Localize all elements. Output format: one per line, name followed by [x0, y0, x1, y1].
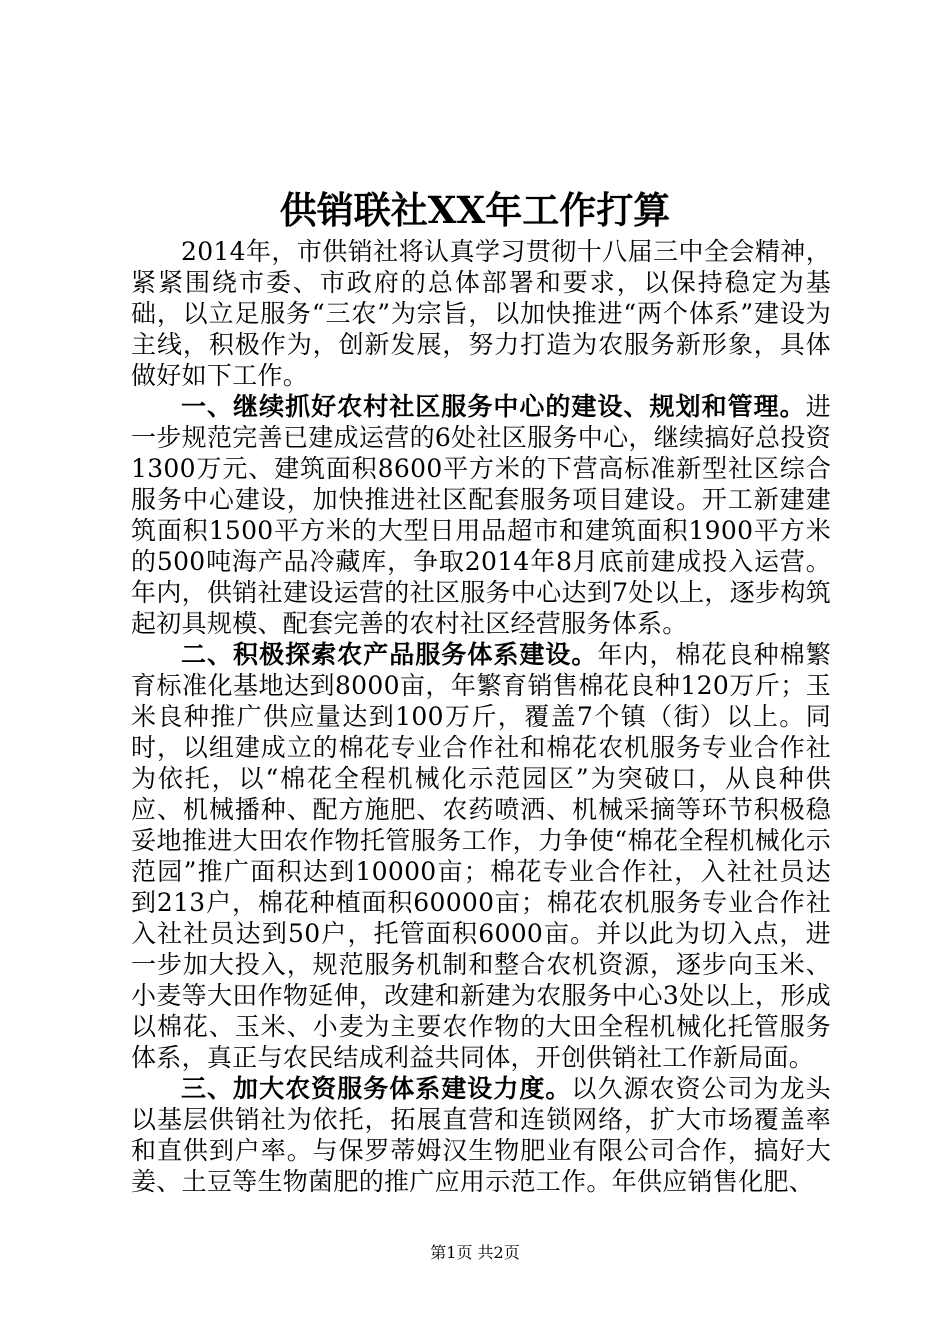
section-paragraph-2	[131, 639, 831, 1073]
section-paragraph-3	[131, 1073, 831, 1197]
section-heading-2: 二、积极探索农产品服务体系建设。	[181, 640, 598, 669]
page-footer: 第1页 共2页	[430, 1243, 520, 1262]
document-title: 供销联社XX年工作打算	[279, 188, 671, 232]
section-heading-3: 三、加大农资服务体系建设力度。	[181, 1074, 572, 1103]
section-paragraph-1	[131, 391, 831, 639]
intro-paragraph: 2014年，市供销社将认真学习贯彻十八届三中全会精神，紧紧围绕市委、市政府的总体部署和要求，以保持稳定为基础，以立足服务“三农”为宗旨，以加快推进“两个体系”建设为主线，积极作为，创新发展，努力打造为农服务新形象，具体做好如下工作。	[131, 237, 831, 390]
section-text-2: 年内，棉花良种棉繁育标准化基地达到8000亩，年繁育销售棉花良种120万斤；玉米良种推广供应量达到100万斤，覆盖7个镇（街）以上。同时，以组建成立的棉花专业合作社和棉花农机服务专业合作社为依托，以“棉花全程机械化示范园区”为突破口，从良种供应、机械播种、配方施肥、农药喷洒、机械采摘等环节积极稳妥地推进大田农作物托管服务工作，力争使“棉花全程机械化示范园”推广面积达到10000亩；棉花专业合作社，入社社员达到213户，棉花种植面积60000亩；棉花农机服务专业合作社入社社员达到50户，托管面积6000亩。并以此为切入点，进一步加大投入，规范服务机制和整合农机资源，逐步向玉米、小麦等大田作物延伸，改建和新建为农服务中心3处以上，形成以棉花、玉米、小麦为主要农作物的大田全程机械化托管服务体系，真正与农民结成利益共同体，开创供销社工作新局面。	[131, 640, 831, 1072]
section-text-3: 以久源农资公司为龙头以基层供销社为依托，拓展直营和连锁网络，扩大市场覆盖率和直供到户率。与保罗蒂姆汉生物肥业有限公司合作，搞好大姜、土豆等生物菌肥的推广应用示范工作。年供应销售化肥、	[131, 1074, 831, 1196]
document-body	[131, 236, 831, 1197]
section-heading-1: 一、继续抓好农村社区服务中心的建设、规划和管理。	[181, 392, 806, 421]
section-text-1: 进一步规范完善已建成运营的6处社区服务中心，继续搞好总投资1300万元、建筑面积8600平方米的下营高标准新型社区综合服务中心建设，加快推进社区配套服务项目建设。开工新建建筑面积1500平方米的大型日用品超市和建筑面积1900平方米的500吨海产品冷藏库，争取2014年8月底前建成投入运营。年内，供销社建设运营的社区服务中心达到7处以上，逐步构筑起初具规模、配套完善的农村社区经营服务体系。	[131, 392, 831, 638]
